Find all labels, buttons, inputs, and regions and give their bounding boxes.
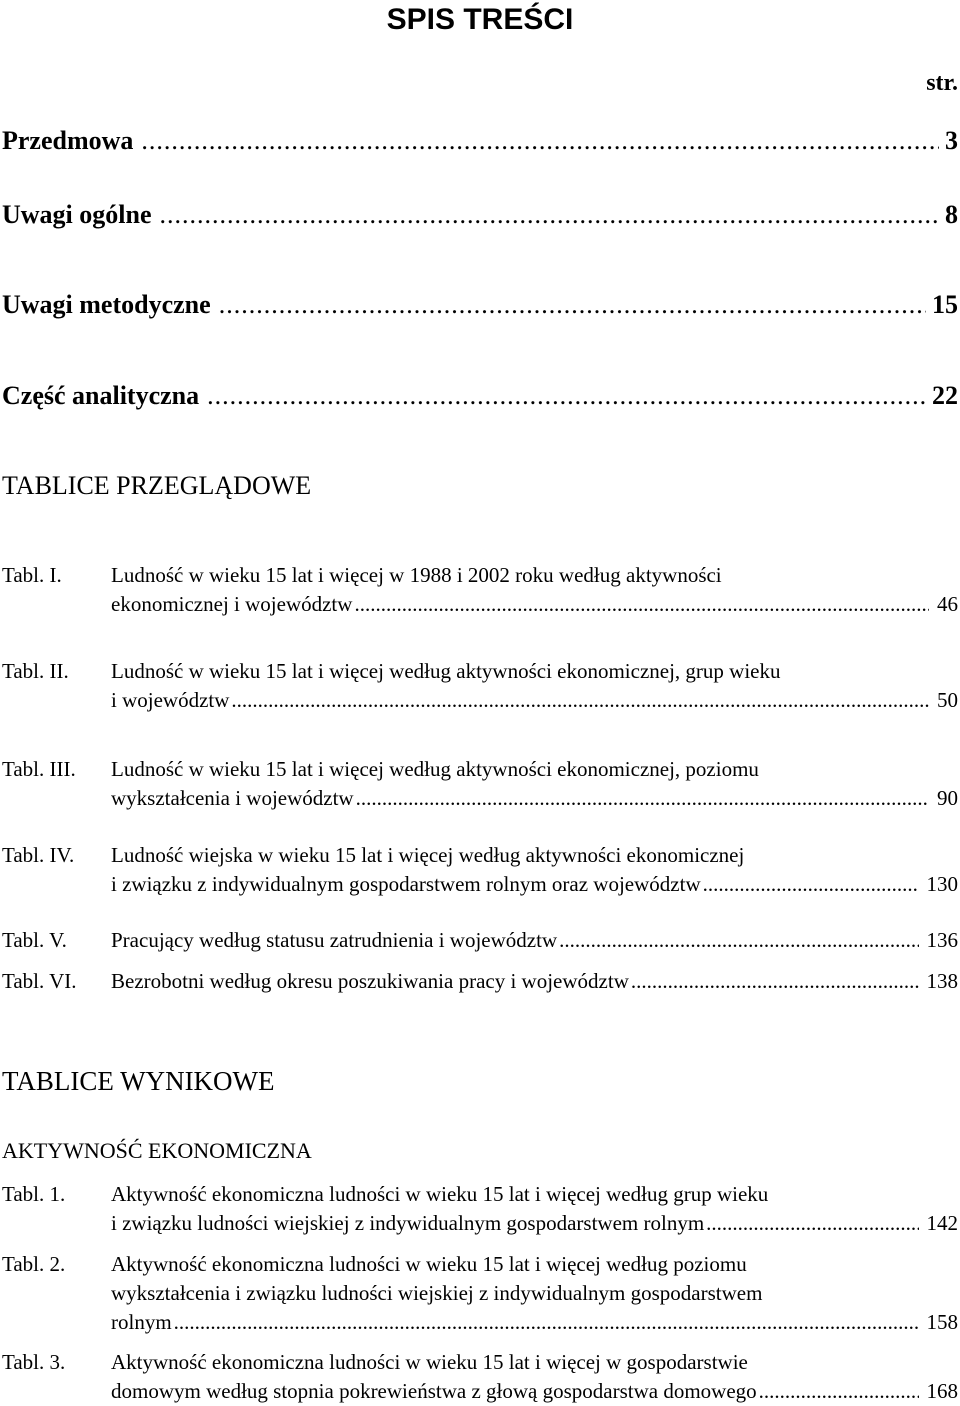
- table-title-line: Pracujący według statusu zatrudnienia i województw: [111, 928, 558, 952]
- toc-entry-page: 138: [926, 969, 958, 993]
- toc-table-entry[interactable]: [2, 841, 958, 899]
- toc-entry-przedmowa[interactable]: [2, 124, 958, 158]
- toc-table-entry[interactable]: [2, 1250, 958, 1337]
- dot-leader: [356, 784, 929, 813]
- toc-entry-title: Uwagi metodyczne: [2, 290, 211, 319]
- table-title-line: Ludność wiejska w wieku 15 lat i więcej według aktywności ekonomicznej: [111, 843, 745, 867]
- toc-entry-page: 158: [926, 1310, 958, 1334]
- toc-table-entry[interactable]: [2, 1180, 958, 1238]
- dot-leader: [174, 1308, 919, 1337]
- toc-entry-page: 130: [926, 872, 958, 896]
- table-title-line: Ludność w wieku 15 lat i więcej w 1988 i 2002 roku według aktywności: [111, 563, 722, 587]
- table-title-line: Ludność w wieku 15 lat i więcej według aktywności ekonomicznej, poziomu: [111, 757, 759, 781]
- section-heading-tablice-przegladowe: TABLICE PRZEGLĄDOWE: [2, 471, 312, 500]
- toc-entry-title: Uwagi ogólne: [2, 200, 152, 229]
- table-title-line: Ludność w wieku 15 lat i więcej według aktywności ekonomicznej, grup wieku: [111, 659, 781, 683]
- table-title-line: rolnym: [111, 1310, 172, 1334]
- dot-leader: [631, 967, 919, 996]
- toc-entry-page: 168: [926, 1379, 958, 1403]
- toc-entry-page: 15: [932, 290, 958, 319]
- toc-table-entry[interactable]: [2, 561, 958, 619]
- dot-leader: [354, 590, 929, 619]
- toc-entry-title: Przedmowa: [2, 126, 134, 155]
- dot-leader: [160, 198, 940, 232]
- toc-entry-page: 22: [932, 381, 958, 410]
- toc-entry-uwagi-metodyczne[interactable]: [2, 288, 958, 322]
- toc-entry-page: 50: [937, 688, 958, 712]
- table-title-line: Aktywność ekonomiczna ludności w wieku 15 lat i więcej w gospodarstwie: [111, 1350, 748, 1374]
- table-title-line: i związku ludności wiejskiej z indywidualnym gospodarstwem rolnym: [111, 1211, 705, 1235]
- table-label: Tabl. II.: [2, 659, 69, 683]
- dot-leader: [231, 686, 929, 715]
- toc-table-entry[interactable]: [2, 967, 958, 996]
- toc-entry-page: 46: [937, 592, 958, 616]
- table-title-line: domowym według stopnia pokrewieństwa z głową gospodarstwa domowego: [111, 1379, 757, 1403]
- table-title-line: Aktywność ekonomiczna ludności w wieku 15 lat i więcej według poziomu: [111, 1252, 747, 1276]
- section-heading-tablice-wynikowe: TABLICE WYNIKOWE: [2, 1066, 275, 1096]
- toc-entry-uwagi-ogolne[interactable]: [2, 198, 958, 232]
- table-title-line: i województw: [111, 688, 230, 712]
- toc-entry-czesc-analityczna[interactable]: [2, 379, 958, 413]
- toc-table-entry[interactable]: [2, 926, 958, 955]
- table-label: Tabl. 1.: [2, 1182, 66, 1206]
- table-label: Tabl. 3.: [2, 1350, 66, 1374]
- dot-leader: [219, 288, 926, 322]
- table-label: Tabl. I.: [2, 563, 62, 587]
- table-label: Tabl. V.: [2, 928, 67, 952]
- page-column-label: str.: [926, 70, 958, 96]
- toc-entry-page: 136: [926, 928, 958, 952]
- table-label: Tabl. III.: [2, 757, 76, 781]
- toc-entry-page: 8: [945, 200, 958, 229]
- toc-entry-title: Część analityczna: [2, 381, 200, 410]
- dot-leader: [207, 379, 926, 413]
- table-title-line: Aktywność ekonomiczna ludności w wieku 15 lat i więcej według grup wieku: [111, 1182, 769, 1206]
- dot-leader: [759, 1377, 919, 1406]
- dot-leader: [706, 1209, 918, 1238]
- page-title: SPIS TREŚCI: [386, 3, 574, 36]
- table-label: Tabl. VI.: [2, 969, 77, 993]
- table-title-line: wykształcenia i województw: [111, 786, 354, 810]
- table-title-line: ekonomicznej i województw: [111, 592, 353, 616]
- toc-entry-page: 90: [937, 786, 958, 810]
- table-label: Tabl. IV.: [2, 843, 75, 867]
- toc-table-entry[interactable]: [2, 1348, 958, 1406]
- table-title-line: wykształcenia i związku ludności wiejskiej z indywidualnym gospodarstwem: [111, 1281, 763, 1305]
- table-title-line: Bezrobotni według okresu poszukiwania pracy i województw: [111, 969, 629, 993]
- table-title-line: i związku z indywidualnym gospodarstwem rolnym oraz województw: [111, 872, 701, 896]
- toc-table-entry[interactable]: [2, 657, 958, 715]
- table-label: Tabl. 2.: [2, 1252, 66, 1276]
- dot-leader: [141, 124, 939, 158]
- dot-leader: [703, 870, 919, 899]
- dot-leader: [559, 926, 918, 955]
- toc-entry-page: 142: [926, 1211, 958, 1235]
- toc-entry-page: 3: [945, 126, 958, 155]
- subsection-heading: AKTYWNOŚĆ EKONOMICZNA: [2, 1138, 312, 1163]
- toc-table-entry[interactable]: [2, 755, 958, 813]
